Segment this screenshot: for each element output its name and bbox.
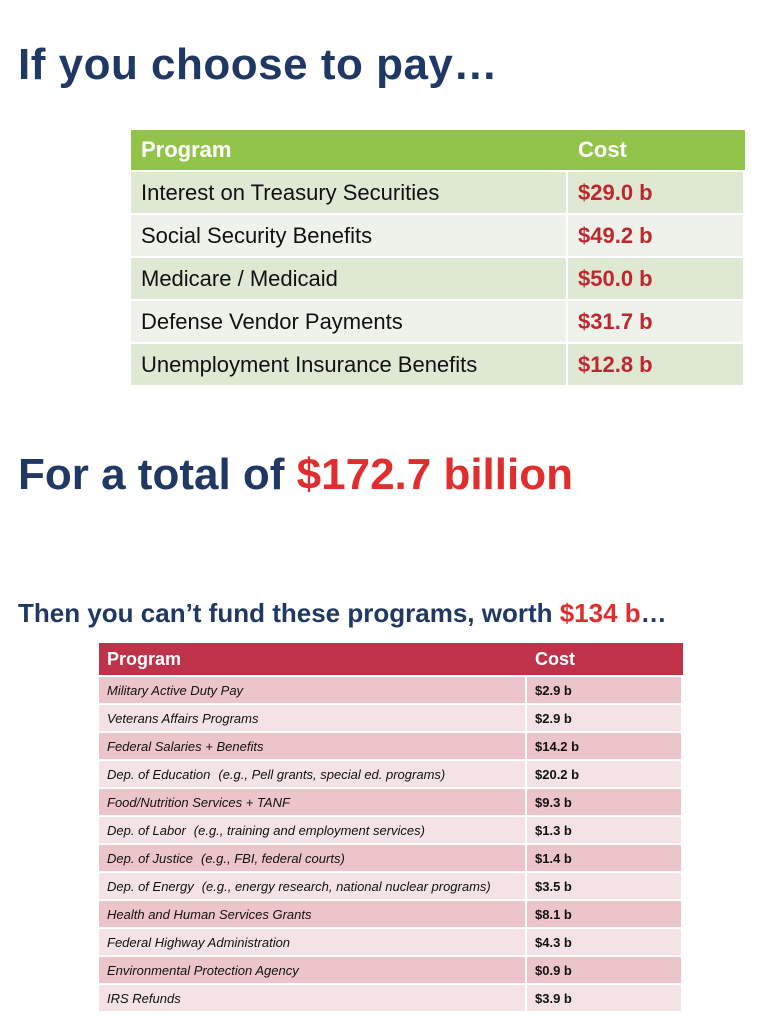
table-row — [99, 761, 683, 787]
program-name — [99, 985, 527, 1011]
program-name — [99, 705, 527, 731]
program-cost: $4.3 b — [527, 929, 683, 955]
column-header-program: Program — [99, 643, 527, 675]
program-name — [99, 789, 527, 815]
program-cost: $49.2 b — [568, 215, 745, 256]
program-cost: $3.9 b — [527, 985, 683, 1011]
program-cost: $3.5 b — [527, 873, 683, 899]
column-header-program: Program — [131, 130, 568, 170]
program-name — [99, 733, 527, 759]
program-name — [99, 901, 527, 927]
table-row — [131, 344, 745, 385]
program-cost: $31.7 b — [568, 301, 745, 342]
unfunded-programs-table — [99, 641, 683, 1013]
program-name — [99, 957, 527, 983]
table-row — [99, 845, 683, 871]
page-title: If you choose to pay… — [18, 40, 498, 89]
program-label: Dep. of Education — [107, 766, 211, 782]
table-header-row — [131, 130, 745, 170]
table-row — [99, 677, 683, 703]
table-row — [99, 705, 683, 731]
unfunded-programs-body — [99, 677, 683, 1011]
program-label: Federal Highway Administration — [107, 934, 291, 950]
program-name: Unemployment Insurance Benefits — [131, 344, 568, 385]
program-note: (e.g., training and employment services) — [193, 822, 425, 838]
table-row — [99, 789, 683, 815]
program-name: Defense Vendor Payments — [131, 301, 568, 342]
program-note: (e.g., energy research, national nuclear programs) — [201, 878, 491, 894]
program-cost: $1.3 b — [527, 817, 683, 843]
table-row — [131, 172, 745, 213]
unfunded-suffix: … — [640, 598, 667, 628]
program-label: Food/Nutrition Services + TANF — [107, 794, 290, 810]
program-name — [99, 929, 527, 955]
column-header-cost: Cost — [568, 130, 745, 170]
unfunded-prefix: Then you can’t fund these programs, worth — [18, 598, 560, 628]
program-label: Dep. of Energy — [107, 878, 194, 894]
program-label: Military Active Duty Pay — [107, 682, 244, 698]
program-name — [99, 761, 527, 787]
program-cost: $20.2 b — [527, 761, 683, 787]
program-cost: $1.4 b — [527, 845, 683, 871]
table-row — [99, 985, 683, 1011]
program-label: Veterans Affairs Programs — [107, 710, 259, 726]
total-prefix: For a total of — [18, 450, 297, 499]
table-header-row — [99, 643, 683, 675]
program-label: Environmental Protection Agency — [107, 962, 299, 978]
program-label: IRS Refunds — [107, 990, 181, 1006]
table-row — [131, 215, 745, 256]
paid-programs-body — [131, 172, 745, 385]
total-amount: $172.7 billion — [296, 450, 573, 499]
program-note: (e.g., Pell grants, special ed. programs) — [218, 766, 446, 782]
program-cost: $2.9 b — [527, 705, 683, 731]
program-label: Dep. of Justice — [107, 850, 193, 866]
program-name: Social Security Benefits — [131, 215, 568, 256]
table-row — [99, 929, 683, 955]
program-name: Interest on Treasury Securities — [131, 172, 568, 213]
program-name — [99, 817, 527, 843]
program-cost: $50.0 b — [568, 258, 745, 299]
program-cost: $8.1 b — [527, 901, 683, 927]
table-row — [131, 301, 745, 342]
table-row — [131, 258, 745, 299]
table-row — [99, 957, 683, 983]
table-row — [99, 873, 683, 899]
program-cost: $29.0 b — [568, 172, 745, 213]
program-name — [99, 677, 527, 703]
program-cost: $2.9 b — [527, 677, 683, 703]
unfunded-amount: $134 b — [559, 598, 641, 628]
unfunded-statement — [18, 598, 667, 629]
table-row — [99, 901, 683, 927]
table-row — [99, 817, 683, 843]
program-label: Dep. of Labor — [107, 822, 186, 838]
program-cost: $14.2 b — [527, 733, 683, 759]
table-row — [99, 733, 683, 759]
program-cost: $12.8 b — [568, 344, 745, 385]
program-cost: $9.3 b — [527, 789, 683, 815]
program-cost: $0.9 b — [527, 957, 683, 983]
program-name: Medicare / Medicaid — [131, 258, 568, 299]
paid-programs-table — [131, 128, 745, 387]
program-label: Health and Human Services Grants — [107, 906, 312, 922]
program-name — [99, 873, 527, 899]
program-name — [99, 845, 527, 871]
total-statement — [18, 450, 573, 500]
program-note: (e.g., FBI, federal courts) — [201, 850, 345, 866]
program-label: Federal Salaries + Benefits — [107, 738, 264, 754]
column-header-cost: Cost — [527, 643, 683, 675]
